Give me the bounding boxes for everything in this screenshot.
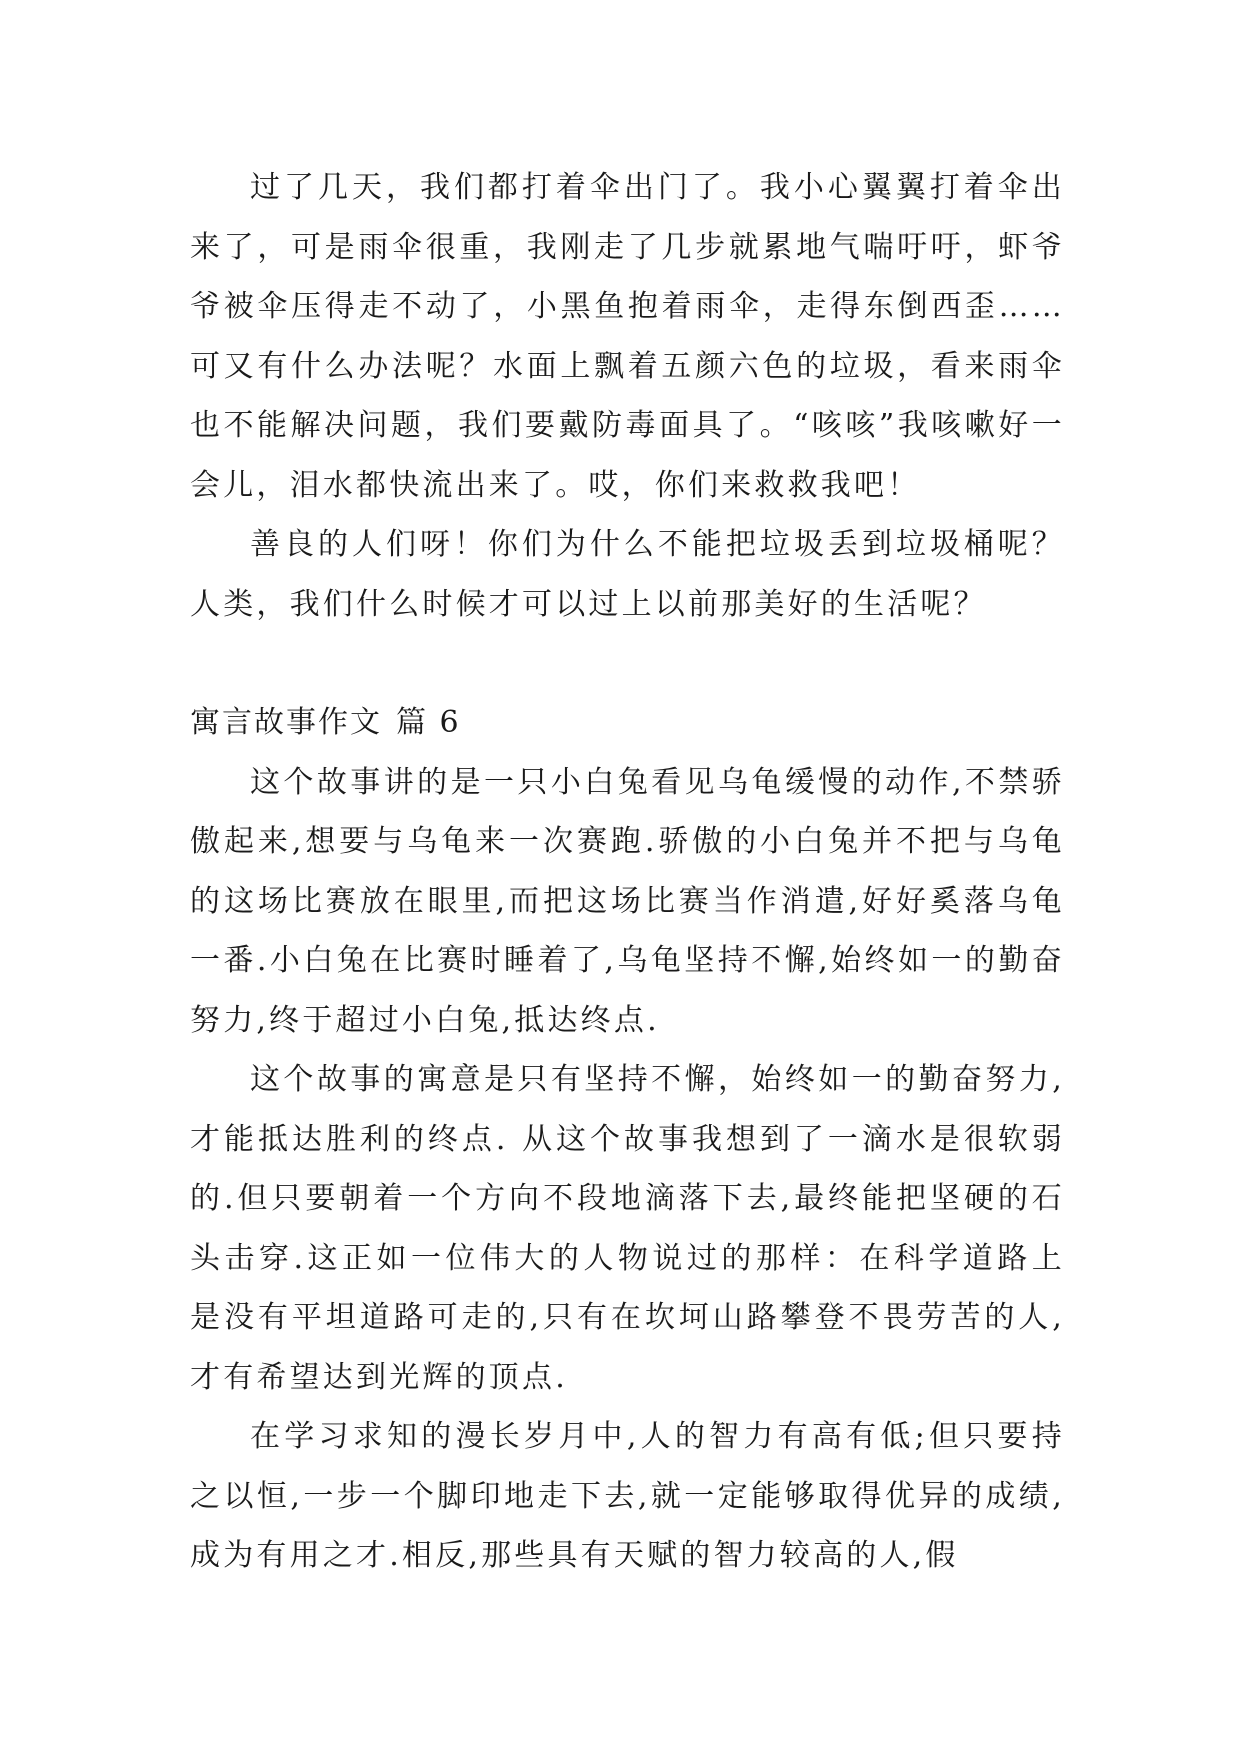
- paragraph-plea-to-humans: 善良的人们呀！你们为什么不能把垃圾丢到垃圾桶呢？人类，我们什么时候才可以过上以前那美好的生活呢？: [190, 527, 1065, 622]
- paragraph-story-summary: 这个故事讲的是一只小白兔看见乌龟缓慢的动作,不禁骄傲起来,想要与乌龟来一次赛跑.骄傲的小白兔并不把与乌龟的这场比赛放在眼里,而把这场比赛当作消遣,好好奚落乌龟一番.小白兔在比赛时睡着了,乌龟坚持不懈,始终如一的勤奋努力,终于超过小白兔,抵达终点.: [190, 764, 1065, 1038]
- document-body: [190, 158, 1065, 1586]
- section-number: 篇 6: [396, 705, 461, 740]
- paragraph-rain-umbrella: 过了几天，我们都打着伞出门了。我小心翼翼打着伞出来了，可是雨伞很重，我刚走了几步就累地气喘吁吁，虾爷爷被伞压得走不动了，小黑鱼抱着雨伞，走得东倒西歪……可又有什么办法呢？水面上飘着五颜六色的垃圾，看来雨伞也不能解决问题，我们要戴防毒面具了。“咳咳”我咳嗽好一会儿，泪水都快流出来了。哎，你们来救救我吧！: [190, 170, 1065, 503]
- paragraph-learning: 在学习求知的漫长岁月中,人的智力有高有低;但只要持之以恒,一步一个脚印地走下去,就一定能够取得优异的成绩,成为有用之才.相反,那些具有天赋的智力较高的人,假: [190, 1419, 1065, 1573]
- section-heading: [190, 693, 1065, 753]
- section-title: 寓言故事作文: [190, 705, 382, 740]
- paragraph-story-moral: 这个故事的寓意是只有坚持不懈，始终如一的勤奋努力,才能抵达胜利的终点. 从这个故事我想到了一滴水是很软弱的.但只要朝着一个方向不段地滴落下去,最终能把坚硬的石头击穿.这正如一位伟大的人物说过的那样：在科学道路上是没有平坦道路可走的,只有在坎坷山路攀登不畏劳苦的人,才有希望达到光辉的顶点.: [190, 1062, 1065, 1395]
